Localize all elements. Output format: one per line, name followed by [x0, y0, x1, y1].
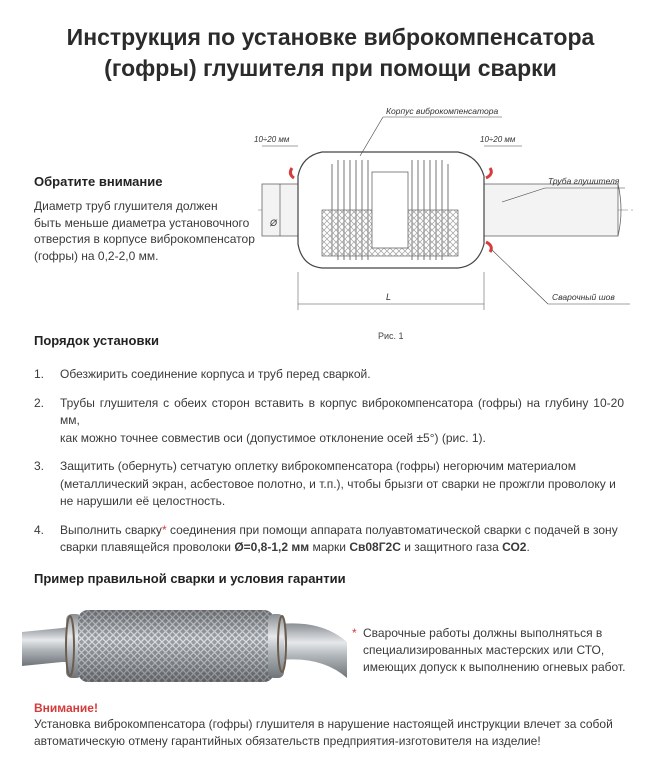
title-line-2: (гофры) глушителя при помощи сварки — [104, 55, 557, 81]
step-item — [34, 366, 624, 384]
attention-line: быть меньше диаметра установочного — [34, 215, 250, 230]
step-item — [34, 458, 624, 511]
order-heading: Порядок установки — [34, 333, 159, 348]
weld-right-bottom — [486, 242, 491, 252]
dim-left-label: 10÷20 мм — [254, 135, 290, 144]
step-line — [60, 522, 624, 540]
attention-line: (гофры) на 0,2-2,0 мм. — [34, 248, 159, 263]
step-text: сварки плавящейся проволоки — [60, 540, 235, 554]
steps-list — [34, 366, 624, 557]
step-text: соединения при помощи аппарата полуавтоматической сварки с подачей в зону — [166, 522, 618, 537]
welded-compensator-photo — [22, 600, 347, 695]
step-number: 4. — [34, 522, 45, 537]
attention-line: Диаметр труб глушителя должен — [34, 199, 218, 213]
note-line: специализированных мастерских или СТО, — [363, 643, 605, 657]
step-text: Выполнить сварку — [60, 522, 162, 537]
step-item — [34, 395, 624, 448]
dim-right-label: 10÷20 мм — [480, 135, 516, 144]
title-line-1: Инструкция по установке виброкомпенсатора — [66, 24, 595, 50]
step-line: (металлический экран, асбестовое полотно, и т.п.), чтобы брызги от сварки не прожгли проволоку и — [60, 476, 616, 491]
inner-tube — [372, 172, 408, 248]
warning-line: автоматическую отмену гарантийных обязательств предприятия-изготовителя на изделие! — [34, 734, 541, 748]
weld-right-top — [486, 168, 491, 178]
weld-left-top — [290, 168, 294, 178]
wire-spec: Ø=0,8-1,2 мм — [234, 540, 310, 554]
label-weld: Сварочный шов — [552, 292, 615, 302]
example-heading: Пример правильной сварки и условия гарантии — [34, 571, 346, 586]
photo-right-collar — [268, 614, 284, 678]
step-line: как можно точнее совместив оси (допустимое отклонение осей ±5°) (рис. 1). — [60, 430, 486, 445]
step-number: 3. — [34, 459, 45, 473]
warning-line: Установка виброкомпенсатора (гофры) глушителя в нарушение настоящей инструкции влечет за собой — [34, 717, 613, 731]
step-line: Обезжирить соединение корпуса и труб перед сваркой. — [60, 367, 371, 381]
attention-line: отверстия в корпусе виброкомпенсатор — [34, 232, 255, 246]
note-line: Сварочные работы должны выполняться в — [363, 626, 603, 640]
label-housing: Корпус виброкомпенсатора — [386, 106, 499, 116]
step-number: 1. — [34, 367, 45, 381]
gas-spec: СО2 — [502, 540, 527, 554]
attention-heading: Обратите внимание — [34, 174, 163, 189]
note-line: имеющих допуск к выполнению огневых работ. — [363, 660, 626, 674]
attention-text — [34, 198, 264, 264]
step-line — [60, 539, 624, 557]
warning-title: Внимание! — [34, 701, 98, 715]
page-title — [0, 22, 661, 84]
footnote-star: * — [161, 522, 167, 537]
step-item — [34, 522, 624, 557]
photo-right-pipe — [280, 623, 347, 678]
dim-diameter-label: Ø — [270, 218, 278, 228]
step-number: 2. — [34, 395, 45, 410]
dim-length-label: L — [386, 292, 392, 302]
step-text: марки — [309, 540, 350, 554]
note-star: * — [352, 626, 357, 640]
figure-caption: Рис. 1 — [378, 331, 404, 341]
label-pipe: Труба глушителя — [548, 176, 620, 186]
step-line: Трубы глушителя с обеих сторон вставить в корпус виброкомпенсатора (гофры) на глубину 10-20 мм, — [60, 395, 624, 427]
warning-text — [34, 716, 644, 750]
compensator-diagram — [240, 104, 640, 329]
right-pipe — [468, 184, 618, 236]
step-text: . — [526, 540, 530, 554]
wire-brand: Св08Г2С — [349, 540, 401, 554]
warranty-note — [352, 625, 642, 676]
step-text: и защитного газа — [400, 540, 503, 554]
step-line: не нарушили её целостность. — [60, 494, 226, 508]
step-line: Защитить (обернуть) сетчатую оплетку виброкомпенсатора (гофры) негорючим материалом — [60, 459, 576, 473]
